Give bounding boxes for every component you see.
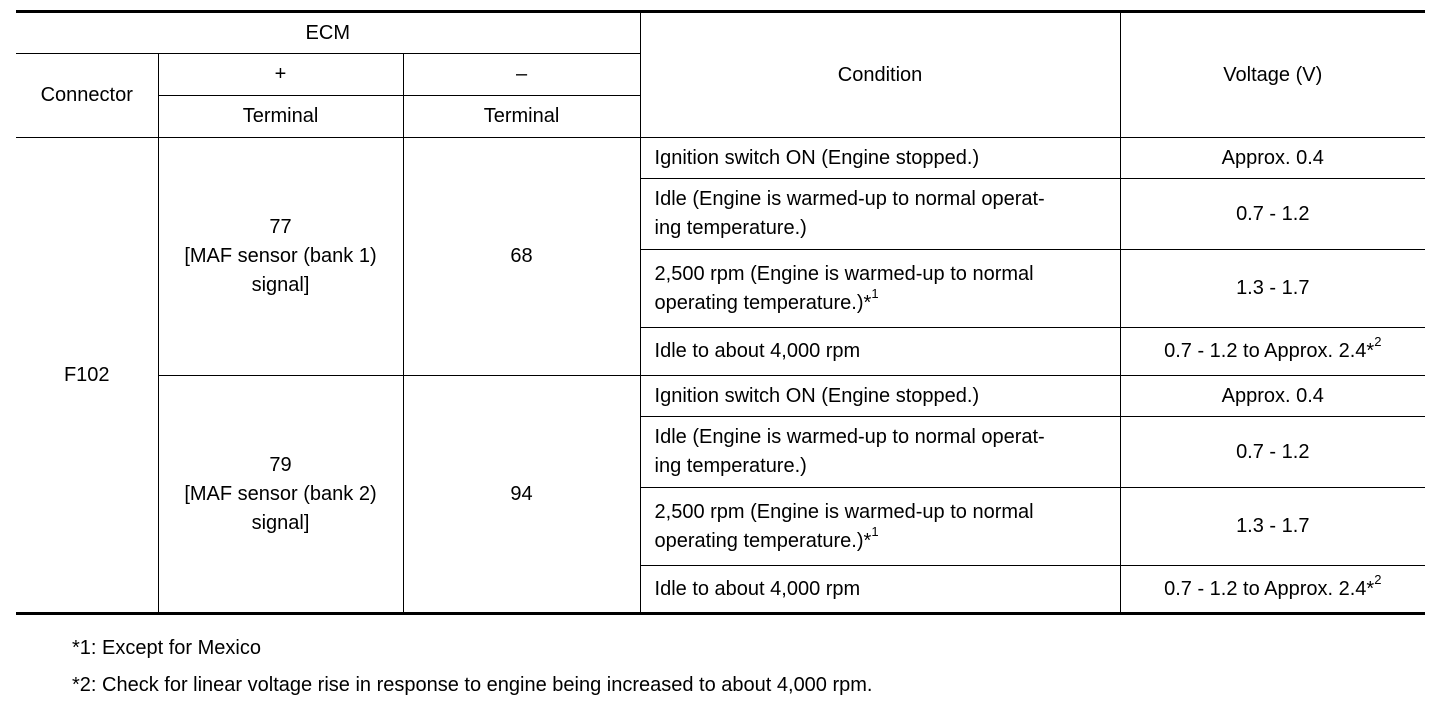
condition-cell [640,250,1120,328]
condition-line: 2,500 rpm (Engine is warmed-up to normal [654,262,1034,285]
condition-line [654,523,1106,556]
plus-terminal-cell [158,138,403,376]
footnote-ref: 2 [1374,571,1382,587]
header-terminal-minus: Terminal [403,96,640,138]
voltage-cell: 1.3 - 1.7 [1120,488,1425,566]
voltage-cell: 1.3 - 1.7 [1120,250,1425,328]
plus-terminal-desc: [MAF sensor (bank 1) [184,245,377,267]
footnote-ref: 1 [871,523,879,539]
plus-terminal-desc: [MAF sensor (bank 2) [184,482,377,505]
condition-cell [640,488,1120,566]
plus-terminal-desc: signal] [251,511,310,534]
condition-cell [640,179,1120,250]
footnote-2: *2: Check for linear voltage rise in response to engine being increased to about 4,000 rpm. [72,674,873,696]
condition-text: operating temperature.)* [654,529,872,552]
condition-line [654,285,1106,318]
voltage-text: 0.7 - 1.2 to Approx. 2.4* [1164,577,1375,600]
minus-terminal-cell: 94 [403,376,640,614]
condition-line: ing temperature.) [654,217,807,239]
plus-terminal-cell [158,376,403,614]
voltage-cell: Approx. 0.4 [1120,138,1425,179]
condition-line: ing temperature.) [654,455,807,477]
table-row [16,138,1425,179]
header-connector: Connector [16,54,158,138]
condition-cell: Ignition switch ON (Engine stopped.) [640,138,1120,179]
voltage-cell: 0.7 - 1.2 [1120,417,1425,488]
header-ecm: ECM [16,12,640,54]
voltage-cell [1120,566,1425,614]
plus-terminal-number: 79 [269,453,292,476]
condition-cell: Idle to about 4,000 rpm [640,566,1120,614]
condition-line: Idle (Engine is warmed-up to normal operat- [654,426,1045,448]
voltage-cell: Approx. 0.4 [1120,376,1425,417]
header-row-1 [16,12,1425,54]
header-terminal-plus: Terminal [158,96,403,138]
condition-cell: Idle to about 4,000 rpm [640,328,1120,376]
minus-terminal-cell: 68 [403,138,640,376]
footnotes [72,630,873,704]
footnote-1: *1: Except for Mexico [72,637,261,659]
connector-cell: F102 [16,138,158,614]
footnote-ref: 1 [871,285,879,301]
condition-text: operating temperature.)* [654,291,872,314]
header-condition: Condition [640,12,1120,138]
table-row [16,376,1425,417]
terminal-voltage-table [16,10,1425,615]
condition-line: 2,500 rpm (Engine is warmed-up to normal [654,500,1034,523]
condition-cell [640,417,1120,488]
voltage-cell: 0.7 - 1.2 [1120,179,1425,250]
plus-terminal-desc: signal] [251,274,310,296]
header-minus: – [403,54,640,96]
header-plus: + [158,54,403,96]
condition-line: Idle (Engine is warmed-up to normal operat- [654,188,1045,210]
condition-cell: Ignition switch ON (Engine stopped.) [640,376,1120,417]
footnote-ref: 2 [1374,334,1382,350]
voltage-cell [1120,328,1425,376]
voltage-text: 0.7 - 1.2 to Approx. 2.4* [1164,340,1375,362]
plus-terminal-number: 77 [269,216,292,238]
header-voltage: Voltage (V) [1120,12,1425,138]
